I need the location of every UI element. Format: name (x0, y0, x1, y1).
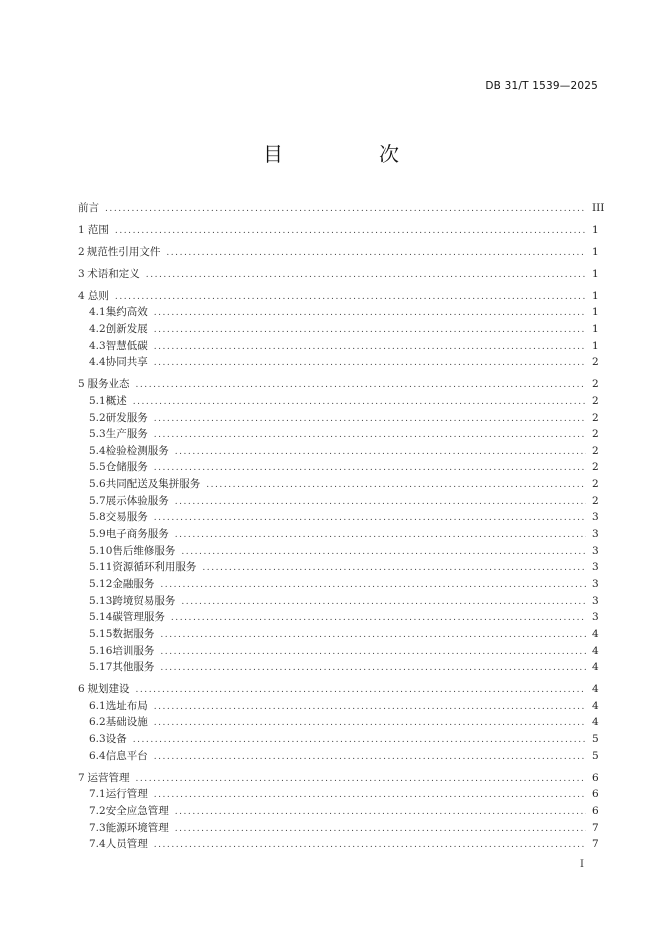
toc-entry[interactable] (78, 288, 598, 305)
toc-entry-label: 规范性引用文件 (86, 245, 161, 258)
toc-entry[interactable] (78, 543, 598, 560)
toc-entry-number: 5.17 (89, 661, 113, 674)
toc-entry[interactable] (78, 476, 598, 493)
toc-entry[interactable] (78, 493, 598, 510)
table-of-contents (78, 200, 605, 853)
toc-entry-number: 4.3 (89, 339, 106, 352)
dot-leader (154, 510, 586, 527)
toc-entry-label: 集约高效 (105, 306, 148, 319)
toc-entry-page: 1 (592, 245, 599, 258)
toc-entry-number: 7 (78, 771, 85, 784)
toc-entry-number: 4 (78, 289, 85, 302)
dot-leader (135, 771, 586, 788)
dot-leader (133, 732, 586, 749)
dot-leader (181, 544, 586, 561)
toc-entry-page: 4 (592, 627, 599, 640)
toc-entry[interactable] (78, 836, 598, 853)
dot-leader (175, 527, 586, 544)
toc-entry-page: 6 (592, 788, 599, 801)
dot-leader (160, 644, 586, 661)
dot-leader (146, 267, 586, 284)
toc-entry[interactable] (78, 526, 598, 543)
dot-leader (154, 837, 586, 854)
toc-entry-label: 协同共享 (105, 356, 148, 369)
toc-entry[interactable] (78, 698, 598, 715)
toc-entry-label: 培训服务 (112, 644, 155, 657)
toc-entry-label: 仓储服务 (105, 461, 148, 474)
toc-entry[interactable] (78, 244, 598, 261)
toc-entry-page: 6 (592, 771, 599, 784)
toc-entry-label: 创新发展 (105, 323, 148, 336)
toc-entry-label: 电子商务服务 (105, 528, 169, 541)
dot-leader (133, 394, 586, 411)
toc-entry-label: 术语和定义 (87, 267, 140, 280)
toc-entry[interactable] (78, 459, 598, 476)
toc-entry-page: 5 (592, 733, 599, 745)
toc-entry-page: 4 (592, 661, 599, 674)
toc-entry-page: 2 (592, 378, 599, 391)
toc-entry-page: 2 (592, 461, 599, 474)
toc-entry[interactable] (78, 820, 598, 837)
toc-entry-number: 5.2 (89, 411, 106, 424)
toc-entry-number: 5.5 (89, 461, 106, 474)
toc-entry-page: 2 (592, 444, 599, 457)
toc-entry[interactable] (78, 593, 598, 610)
toc-entry-number: 7.4 (89, 838, 106, 851)
toc-entry-label: 交易服务 (105, 511, 148, 524)
toc-entry-number: 5.3 (89, 428, 106, 441)
toc-entry-label: 选址布局 (105, 699, 148, 712)
toc-entry-page: 4 (592, 716, 599, 729)
toc-entry-page: 4 (592, 683, 599, 696)
dot-leader (154, 322, 586, 339)
dot-leader (154, 339, 586, 356)
toc-entry[interactable] (78, 731, 598, 748)
toc-entry-number: 5.12 (89, 577, 113, 590)
page-number: I (580, 859, 584, 870)
toc-entry-number: 7.3 (89, 821, 106, 834)
toc-entry[interactable] (78, 393, 598, 410)
toc-entry[interactable] (78, 222, 598, 239)
dot-leader (135, 682, 586, 699)
dot-leader (135, 377, 586, 394)
toc-entry-page: 3 (592, 528, 599, 541)
toc-entry-page: 2 (592, 411, 599, 424)
toc-entry[interactable] (78, 200, 605, 217)
toc-entry[interactable] (78, 803, 598, 820)
toc-entry-label: 概述 (105, 394, 127, 407)
dot-leader (175, 804, 586, 821)
toc-entry[interactable] (78, 354, 598, 371)
page-title: 目 次 (263, 142, 437, 166)
dot-leader (154, 411, 586, 428)
dot-leader (154, 460, 586, 477)
toc-entry-page: 1 (592, 223, 599, 236)
toc-entry-number: 6.3 (89, 733, 106, 745)
toc-entry-page: III (591, 202, 605, 214)
toc-entry-label: 检验检测服务 (105, 444, 169, 457)
toc-entry-label: 售后维修服务 (112, 544, 176, 557)
toc-entry-label: 生产服务 (105, 428, 148, 441)
toc-entry-number: 5.1 (89, 394, 106, 407)
toc-entry-label: 共同配送及集拼服务 (105, 478, 201, 491)
toc-entry-number: 7.2 (89, 804, 106, 817)
toc-entry-label: 人员管理 (105, 838, 148, 851)
toc-entry-page: 1 (592, 323, 599, 336)
dot-leader (171, 610, 586, 627)
toc-entry-label: 金融服务 (112, 577, 155, 590)
toc-entry-page: 3 (592, 594, 599, 607)
toc-entry-label: 安全应急管理 (105, 804, 169, 817)
toc-entry-page: 2 (592, 356, 599, 369)
toc-entry[interactable] (78, 714, 598, 731)
toc-entry-page: 1 (592, 289, 599, 302)
toc-entry[interactable] (78, 659, 598, 676)
dot-leader (154, 305, 586, 322)
toc-entry[interactable] (78, 426, 598, 443)
dot-leader (154, 427, 586, 444)
toc-entry[interactable] (78, 748, 598, 765)
toc-entry-number: 4.4 (89, 356, 106, 369)
toc-entry[interactable] (78, 410, 598, 427)
toc-entry-page: 4 (592, 699, 599, 712)
toc-entry-page: 1 (592, 339, 599, 352)
dot-leader (181, 594, 586, 611)
toc-entry-number: 5 (78, 378, 85, 391)
toc-entry[interactable] (78, 266, 598, 283)
toc-entry-label: 范围 (87, 223, 109, 236)
toc-entry-number: 6.2 (89, 716, 106, 729)
dot-leader (175, 444, 586, 461)
toc-entry-number: 6.1 (89, 699, 106, 712)
toc-entry-number: 5.8 (89, 511, 106, 524)
toc-entry[interactable] (78, 786, 598, 803)
toc-entry-number: 5.4 (89, 444, 106, 457)
toc-entry-number: 6.4 (89, 749, 106, 762)
dot-leader (115, 223, 586, 240)
toc-entry[interactable] (78, 609, 598, 626)
toc-entry-number: 5.7 (89, 494, 106, 507)
dot-leader (160, 627, 586, 644)
toc-entry-number: 3 (78, 267, 85, 280)
toc-entry-page: 5 (592, 749, 599, 762)
toc-entry-label: 研发服务 (105, 411, 148, 424)
toc-entry-label: 运营管理 (87, 771, 130, 784)
toc-entry-page: 2 (592, 494, 599, 507)
toc-entry-label: 碳管理服务 (112, 611, 165, 624)
toc-entry-number: 5.9 (89, 528, 106, 541)
toc-entry-number: 7.1 (89, 788, 106, 801)
toc-entry[interactable] (78, 509, 598, 526)
toc-entry[interactable] (78, 321, 598, 338)
dot-leader (175, 494, 586, 511)
toc-entry-number: 5.10 (89, 544, 113, 557)
toc-entry-label: 信息平台 (105, 749, 148, 762)
toc-entry-number: 2 (78, 245, 85, 258)
toc-entry-number: 5.6 (89, 478, 106, 491)
toc-entry[interactable] (78, 559, 598, 576)
toc-entry-page: 3 (592, 544, 599, 557)
toc-entry-label: 基础设施 (105, 716, 148, 729)
dot-leader (154, 749, 586, 766)
dot-leader (154, 715, 586, 732)
toc-entry-page: 3 (592, 511, 599, 524)
toc-entry-number: 4.1 (89, 306, 106, 319)
dot-leader (160, 660, 586, 677)
toc-entry-number: 5.11 (89, 561, 113, 574)
toc-entry-page: 2 (592, 478, 599, 491)
toc-entry[interactable] (78, 338, 598, 355)
toc-entry-label: 服务业态 (87, 378, 130, 391)
toc-entry-label: 设备 (105, 733, 127, 745)
toc-entry-label: 前言 (78, 202, 99, 214)
standard-code: DB 31/T 1539—2025 (485, 80, 598, 92)
toc-entry-page: 3 (592, 561, 599, 574)
toc-entry-page: 7 (592, 821, 599, 834)
toc-entry-page: 2 (592, 428, 599, 441)
toc-entry-label: 运行管理 (105, 788, 148, 801)
toc-entry-label: 展示体验服务 (105, 494, 169, 507)
toc-entry-number: 5.15 (89, 627, 113, 640)
toc-entry-label: 其他服务 (112, 661, 155, 674)
toc-entry-page: 1 (592, 306, 599, 319)
toc-entry[interactable] (78, 443, 598, 460)
toc-entry[interactable] (78, 770, 598, 787)
toc-entry-page: 4 (592, 644, 599, 657)
toc-entry-label: 资源循环利用服务 (112, 561, 197, 574)
toc-entry[interactable] (78, 304, 598, 321)
toc-entry-label: 总则 (87, 289, 109, 302)
toc-entry[interactable] (78, 643, 598, 660)
dot-leader (115, 289, 586, 306)
dot-leader (154, 699, 586, 716)
toc-entry-label: 能源环境管理 (105, 821, 169, 834)
toc-entry-number: 6 (78, 683, 85, 696)
toc-entry[interactable] (78, 376, 598, 393)
toc-entry-number: 5.14 (89, 611, 113, 624)
toc-entry-number: 5.13 (89, 594, 113, 607)
toc-entry[interactable] (78, 576, 598, 593)
toc-entry-number: 5.16 (89, 644, 113, 657)
dot-leader (206, 477, 586, 494)
toc-entry-page: 7 (592, 838, 599, 851)
toc-entry-number: 1 (78, 223, 85, 236)
dot-leader (105, 201, 586, 218)
dot-leader (175, 821, 586, 838)
toc-entry-page: 3 (592, 577, 599, 590)
dot-leader (160, 577, 586, 594)
toc-entry-page: 2 (592, 394, 599, 407)
toc-entry[interactable] (78, 681, 598, 698)
toc-entry-label: 数据服务 (112, 627, 155, 640)
toc-entry-page: 1 (592, 267, 599, 280)
dot-leader (166, 245, 586, 262)
toc-entry-label: 智慧低碳 (105, 339, 148, 352)
dot-leader (154, 787, 586, 804)
toc-entry-page: 6 (592, 804, 599, 817)
dot-leader (154, 355, 586, 372)
toc-entry-number: 4.2 (89, 323, 106, 336)
dot-leader (202, 560, 586, 577)
toc-entry-label: 规划建设 (87, 683, 130, 696)
toc-entry-page: 3 (592, 611, 599, 624)
toc-entry-label: 跨境贸易服务 (112, 594, 176, 607)
toc-entry[interactable] (78, 626, 598, 643)
